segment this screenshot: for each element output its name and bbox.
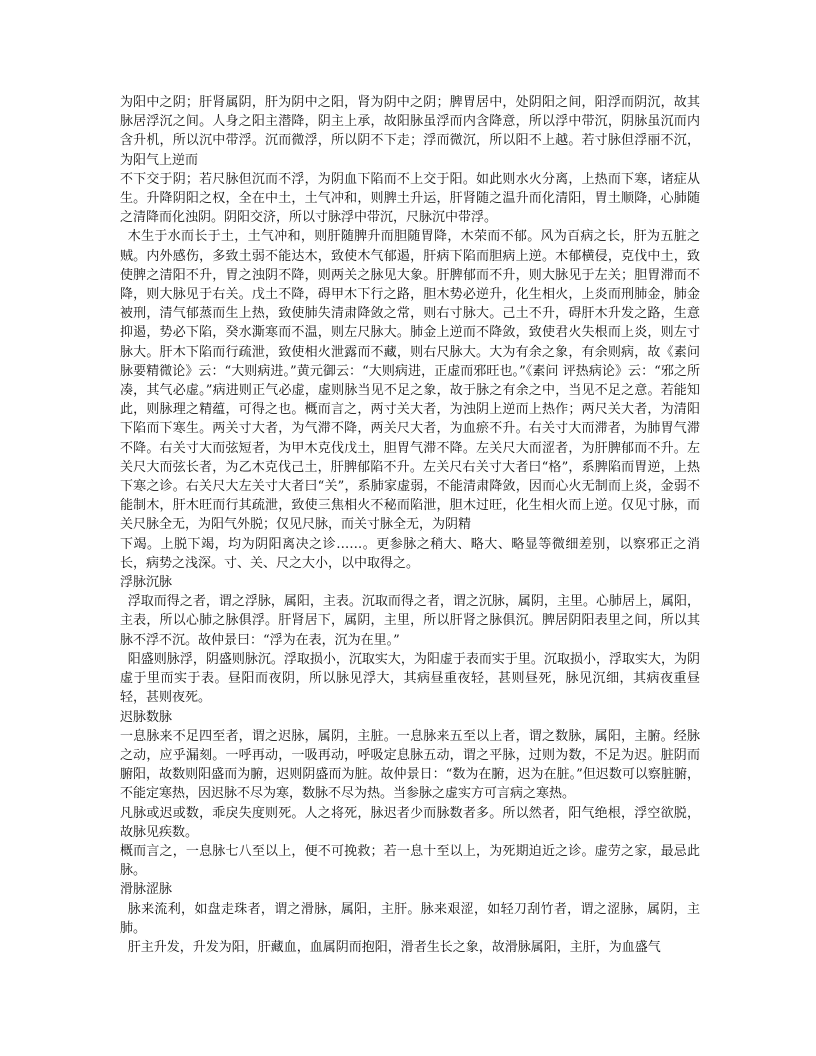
paragraph: 阳盛则脉浮，阴盛则脉沉。浮取损小，沉取实大，为阳虚于表而实于里。沉取损小，浮取实大，为阴虚于里而实于表。昼阳而夜阴，所以脉见浮大，其病昼重夜轻，甚则昼死，脉见沉细，其病夜重昼轻，甚则夜死。 <box>120 651 700 706</box>
section-heading-huase: 滑脉涩脉 <box>120 882 173 898</box>
paragraph: 木生于水而长于土，土气冲和，则肝随脾升而胆随胃降，木荣而不郁。风为百病之长，肝为五脏之贼。内外感伤，多致土弱不能达木，致使木气郁遏，肝病下陷而胆病上逆。木郁横侵，克伐中土，致使脾之清阳不升，胃之浊阴不降，则两关之脉见大象。肝脾郁而不升，则大脉见于左关；胆胃滞而不降，则大脉见于右关。戊土不降，碍甲木下行之路，胆木势必逆升，化生相火，上炎而刑肺金，肺金被刑，清气郁蒸而生上热，致使肺失清肃降敛之常，则右寸脉大。己土不升，碍肝木升发之路，生意抑遏，势必下陷，癸水澌寒而不温，则左尺脉大。肺金上逆而不降敛，致使君火失根而上炎，则左寸脉大。肝木下陷而行疏泄，致使相火泄露而不藏，则右尺脉大。大为有余之象，有余则病，故《素问 脉要精微论》云：“大则病进。”黄元御云：“大则病进，正虚而邪旺也。”《素问 评热病论》云：“邪之所凑，其气必虚。”病进则正气必虚，虚则脉当见不足之象，故于脉之有余之中，当见不足之意。若能知此，则脉理之精蕴，可得之也。概而言之，两寸关大者，为浊阴上逆而上热作；两尺关大者，为清阳下陷而下寒生。两关寸大者，为气滞不降，两关尺大者，为血瘀不升。右关寸大而滞者，为肺胃气滞不降。右关寸大而弦短者，为甲木克伐戊土，胆胃气滞不降。左关尺大而涩者，为肝脾郁而不升。左关尺大而弦长者，为乙木克伐己土，肝脾郁陷不升。左关尺右关寸大者曰“格”，系脾陷而胃逆，上热下寒之诊。右关尺大左关寸大者曰“关”，系肺家虚弱，不能清肃降敛，因而心火无制而上炎，金弱不能制木，肝木旺而行其疏泄，致使三焦相火不秘而陷泄，胆木过旺，化生相火而上逆。仅见寸脉，而关尺脉全无，为阳气外脱；仅见尺脉，而关寸脉全无，为阴精 <box>120 229 700 533</box>
section-heading-chishu: 迟脉数脉 <box>120 709 173 725</box>
section-heading-fuchen: 浮脉沉脉 <box>120 575 173 591</box>
paragraph: 下竭。上脱下竭，均为阴阳离决之诊……。更参脉之稍大、略大、略显等微细差别，以察邪正之消长，病势之浅深。寸、关、尺之大小，以中取得之。 <box>120 536 700 571</box>
paragraph: 概而言之，一息脉七八至以上，便不可挽救；若一息十至以上，为死期迫近之诊。虚劳之家，最忌此脉。 <box>120 843 700 879</box>
paragraph: 不下交于阴；若尺脉但沉而不浮，为阴血下陷而不上交于阳。如此则水火分离，上热而下寒，诸症从生。升降阴阳之权，全在中土，土气冲和，则脾土升运，肝肾随之温升而化清阳，胃土顺降，心肺随之清降而化浊阴。阴阳交济，所以寸脉浮中带沉，尺脉沉中带浮。 <box>120 171 700 226</box>
paragraph: 浮取而得之者，谓之浮脉，属阳，主表。沉取而得之者，谓之沉脉，属阴，主里。心肺居上，属阳，主表，所以心肺之脉俱浮。肝肾居下，属阴，主里，所以肝肾之脉俱沉。脾居阴阳表里之间，所以其脉不浮不沉。故仲景曰：“浮为在表，沉为在里。” <box>120 594 700 648</box>
paragraph: 凡脉或迟或数，乖戾失度则死。人之将死，脉迟者少而脉数者多。所以然者，阳气绝根，浮空欲脱，故脉见疾数。 <box>120 805 700 840</box>
paragraph: 肝主升发，升发为阳，肝藏血，血属阴而抱阳，滑者生长之象，故滑脉属阳，主肝，为血盛气 <box>127 939 661 955</box>
paragraph: 为阳中之阴；肝肾属阴，肝为阴中之阳，肾为阴中之阴；脾胃居中，处阴阳之间，阳浮而阴沉，故其脉居浮沉之间。人身之阳主潜降，阴主上承，故阳脉虽浮而内含降意，所以浮中带沉，阴脉虽沉而内含升机，所以沉中带浮。沉而微浮，所以阴不下走；浮而微沉，所以阳不上越。若寸脉但浮丽不沉，为阳气上逆而 <box>120 95 700 168</box>
paragraph: 脉来流利，如盘走珠者，谓之滑脉，属阳，主肝。脉来艰涩，如轻刀刮竹者，谓之涩脉，属阴，主肺。 <box>120 901 700 936</box>
document-page <box>120 93 700 957</box>
paragraph: 一息脉来不足四至者，谓之迟脉，属阴，主脏。一息脉来五至以上者，谓之数脉，属阳，主腑。经脉之动，应乎漏刻。一呼再动，一吸再动，呼吸定息脉五动，谓之平脉，过则为数，不足为迟。脏阴而腑阳，故数则阳盛而为腑，迟则阴盛而为脏。故仲景日：“数为在腑，迟为在脏。”但迟数可以察脏腑，不能定寒热，因迟脉不尽为寒，数脉不尽为热。当参脉之虚实方可言病之寒热。 <box>120 728 700 802</box>
